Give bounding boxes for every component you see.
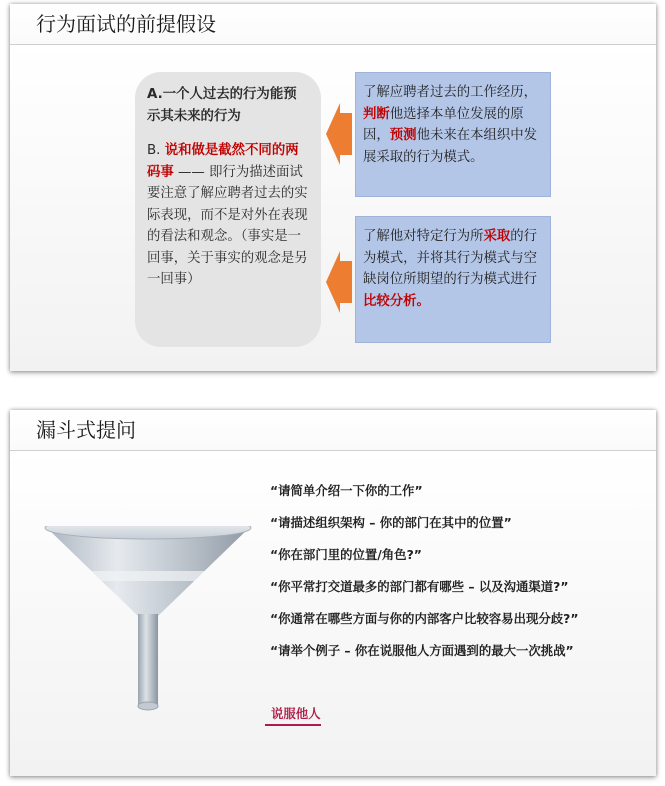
list-item: “你通常在哪些方面与你的内部客户比较容易出现分歧?”	[270, 611, 579, 626]
list-item: “请简单介绍一下你的工作”	[270, 483, 423, 498]
box1-highlight-predict: 预测	[389, 128, 417, 143]
slide-title: 行为面试的前提假设	[10, 4, 656, 45]
explanation-box-past	[355, 72, 551, 197]
list-item: “你平常打交道最多的部门都有哪些 – 以及沟通渠道?”	[270, 579, 569, 594]
list-item: “你在部门里的位置/角色?”	[270, 547, 422, 562]
box2-text-1: 了解他对特定行为所	[363, 229, 484, 244]
box1-highlight-judge: 判断	[363, 106, 390, 122]
box1-text-2: 他选择本单位发展的原因，	[363, 106, 524, 143]
slide-body	[10, 451, 656, 776]
slide-title: 漏斗式提问	[10, 410, 656, 451]
slide-body	[10, 45, 656, 371]
box1-text-3: 他未来在本组织中发展采取的行为模式。	[363, 128, 538, 165]
box2-highlight-adopt: 采取	[483, 229, 511, 244]
funnel-icon	[43, 526, 253, 716]
list-item: “请举个例子 – 你在说服他人方面遇到的最大一次挑战”	[270, 643, 574, 658]
slide-funnel-questions	[10, 410, 656, 776]
box2-highlight-compare: 比较分析。	[363, 293, 430, 309]
slide-behavior-interview	[10, 4, 656, 371]
assumption-a: A.一个人过去的行为能预示其未来的行为	[147, 87, 297, 124]
explanation-box-compare	[355, 216, 551, 343]
assumption-b-prefix: B.	[147, 143, 165, 158]
list-item: “请描述组织架构 – 你的部门在其中的位置”	[270, 515, 512, 530]
assumption-b-highlight: 说和做是截然不同的两码事	[147, 143, 299, 180]
assumption-b	[147, 140, 309, 291]
assumption-box	[135, 72, 321, 347]
left-arrow-icon	[326, 103, 352, 165]
box2-text-2: 的行为模式，并将其行为模式与空缺岗位所期望的行为模式进行	[363, 229, 538, 287]
left-arrow-icon	[326, 251, 352, 313]
persuade-label: 说服他人	[265, 704, 321, 726]
assumption-b-text: —— 即行为描述面试要注意了解应聘者过去的实际表现，而不是对外在表现的看法和观念。（事实是一回事，关于事实的观念是另一回事）	[147, 164, 308, 287]
box1-text-1: 了解应聘者过去的工作经历，	[363, 85, 538, 100]
